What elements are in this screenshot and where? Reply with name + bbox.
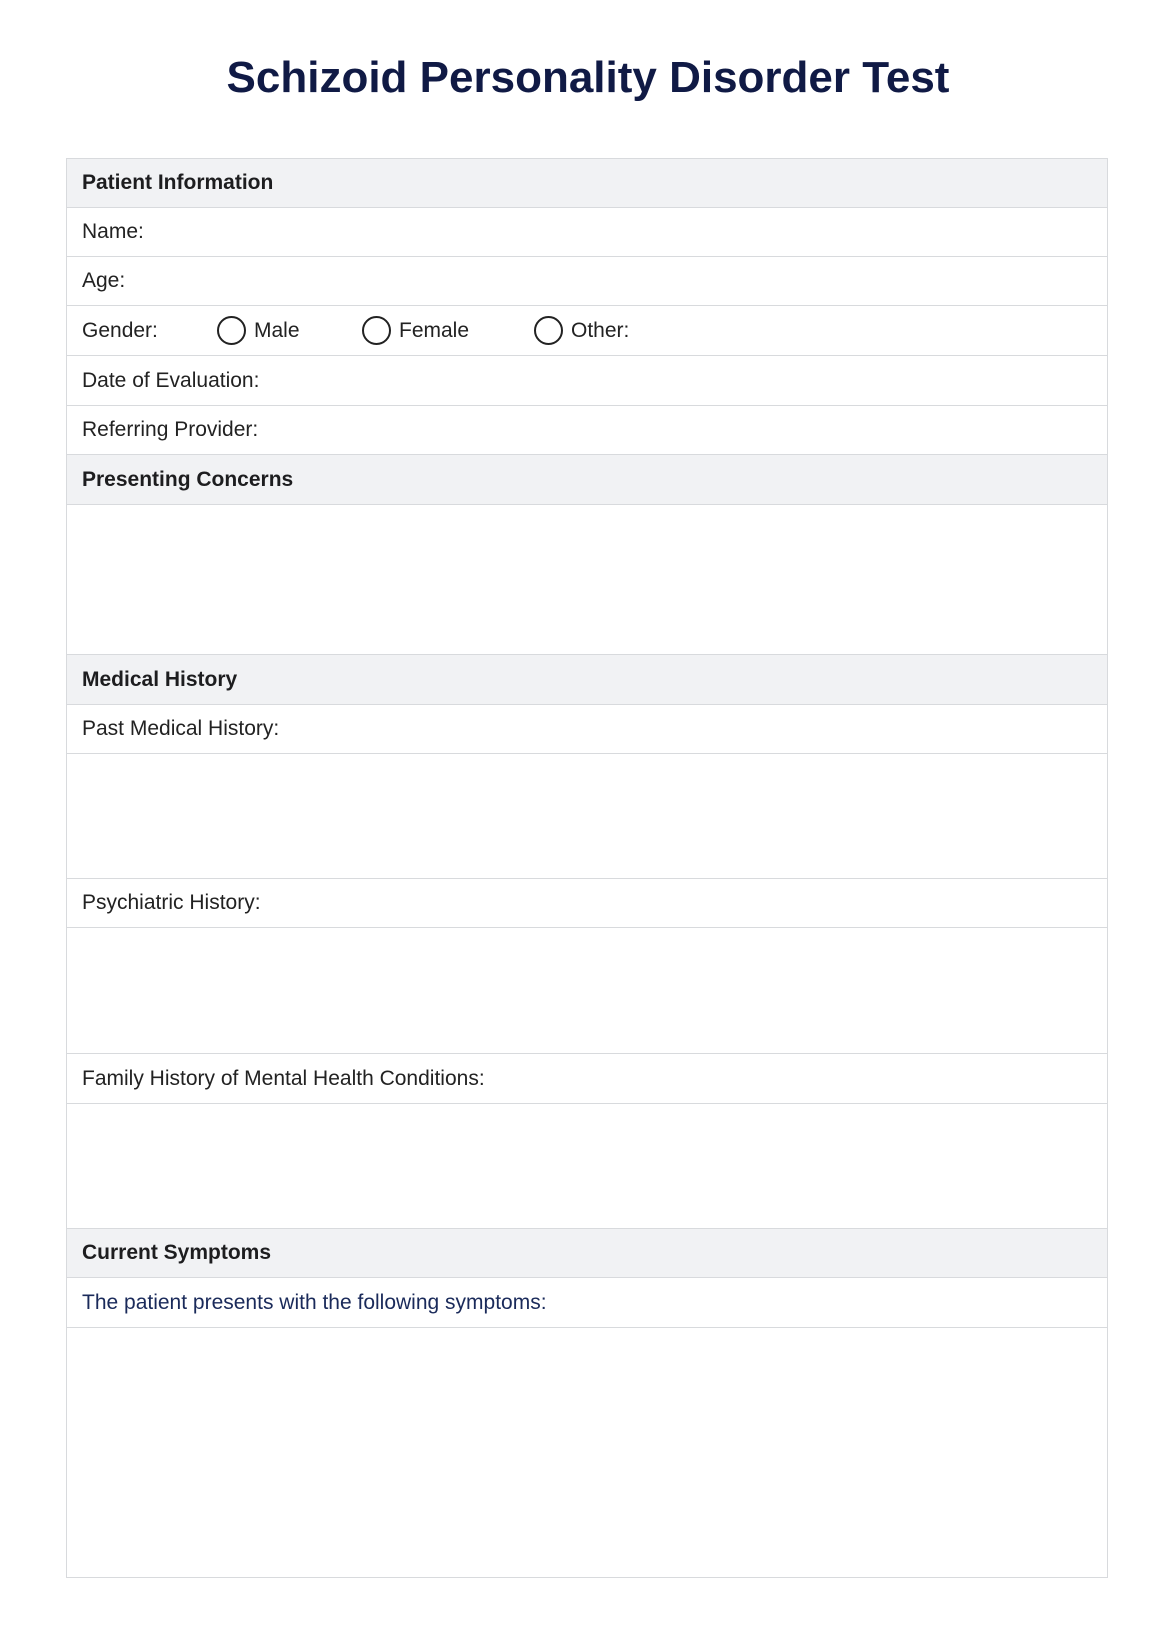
option-label: Other: [571, 318, 630, 342]
symptoms-entry-area[interactable] [67, 1327, 1107, 1577]
radio-circle-icon[interactable] [534, 316, 563, 345]
family-history-entry-area[interactable] [67, 1103, 1107, 1228]
assessment-form [66, 158, 1108, 1578]
section-header-presenting-concerns [67, 454, 1107, 504]
psychiatric-history-entry-area[interactable] [67, 927, 1107, 1053]
radio-circle-icon[interactable] [217, 316, 246, 345]
field-label: Age: [82, 269, 126, 292]
gender-option-male[interactable] [217, 316, 362, 345]
past-medical-history-entry-area[interactable] [67, 753, 1107, 878]
section-title: Medical History [82, 667, 238, 691]
section-title: Patient Information [82, 171, 274, 194]
referring-provider-field[interactable] [67, 405, 1107, 454]
field-label: Referring Provider: [82, 418, 259, 441]
date-of-evaluation-field[interactable] [67, 355, 1107, 405]
name-field[interactable] [67, 207, 1107, 256]
field-label: Past Medical History: [82, 717, 280, 740]
section-title: Presenting Concerns [82, 467, 294, 491]
gender-field [67, 305, 1107, 355]
field-label: Name: [82, 220, 144, 243]
field-label: Gender: [82, 318, 158, 342]
presenting-concerns-entry-area[interactable] [67, 504, 1107, 654]
psychiatric-history-field [67, 878, 1107, 927]
field-label: Date of Evaluation: [82, 368, 260, 392]
section-header-patient-information [67, 158, 1107, 207]
option-label: Female [399, 318, 470, 342]
symptoms-intro [67, 1277, 1107, 1327]
section-title: Current Symptoms [82, 1241, 272, 1264]
option-label: Male [254, 318, 300, 342]
age-field[interactable] [67, 256, 1107, 305]
section-header-medical-history [67, 654, 1107, 704]
radio-circle-icon[interactable] [362, 316, 391, 345]
page-title: Schizoid Personality Disorder Test [226, 53, 950, 102]
field-label: Family History of Mental Health Conditions: [82, 1066, 485, 1090]
intro-text: The patient presents with the following symptoms: [82, 1290, 547, 1314]
gender-option-female[interactable] [362, 316, 534, 345]
family-history-field [67, 1053, 1107, 1103]
gender-option-other[interactable] [534, 316, 629, 345]
section-header-current-symptoms [67, 1228, 1107, 1277]
field-label: Psychiatric History: [82, 891, 261, 914]
past-medical-history-field [67, 704, 1107, 753]
